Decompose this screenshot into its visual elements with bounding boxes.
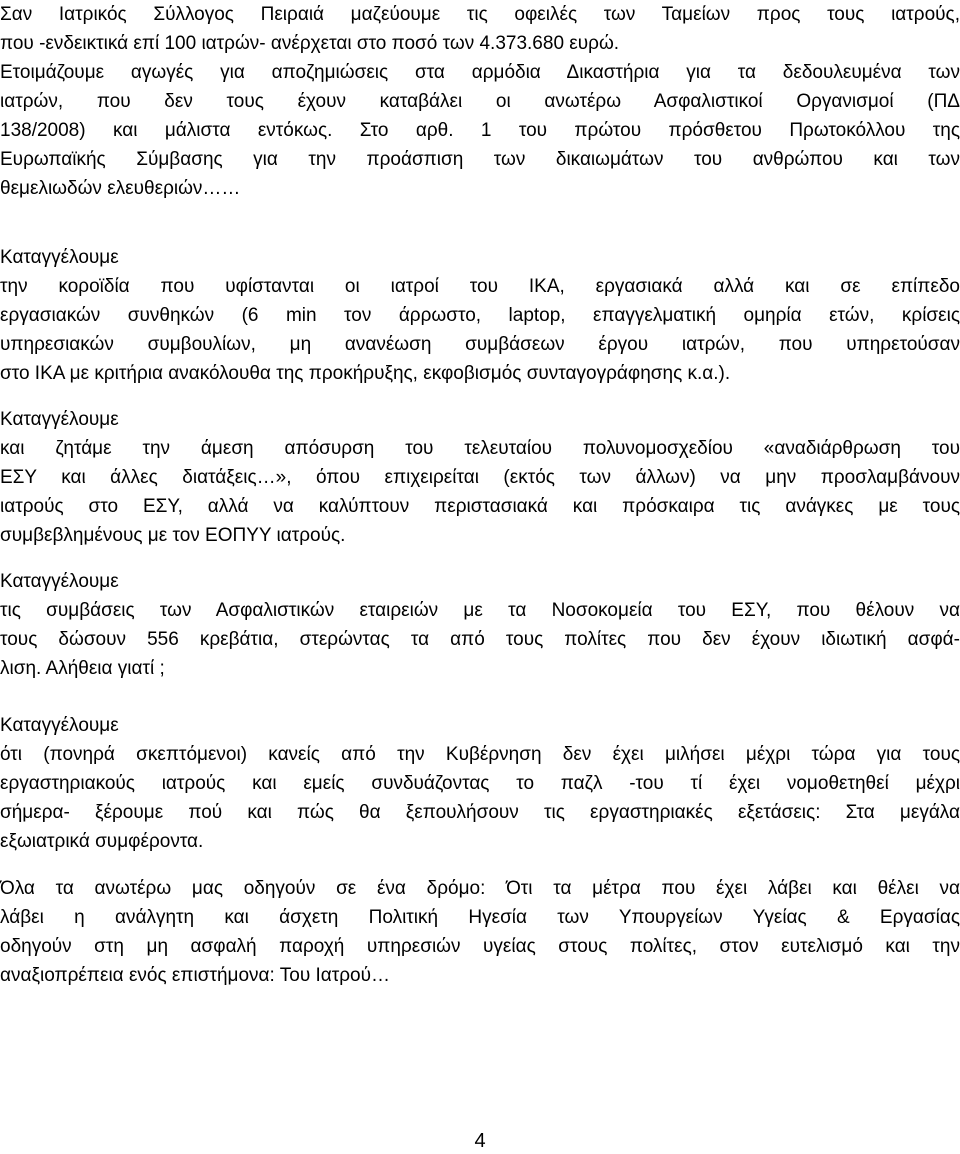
text-line: και ζητάμε την άμεση απόσυρση του τελευταίου πολυνομοσχεδίου «αναδιάρθρωση του bbox=[0, 438, 960, 459]
text-line: ότι (πονηρά σκεπτόμενοι) κανείς από την Κυβέρνηση δεν έχει μιλήσει μέχρι τώρα για τους bbox=[0, 744, 960, 765]
text-line: τις συμβάσεις των Ασφαλιστικών εταιρειών με τα Νοσοκομεία του ΕΣΥ, που θέλουν να bbox=[0, 600, 960, 621]
text-line: σήμερα- ξέρουμε πού και πώς θα ξεπουλήσουν τις εργαστηριακές εξετάσεις: Στα μεγάλα bbox=[0, 802, 960, 823]
text-line: λάβει η ανάλγητη και άσχετη Πολιτική Ηγεσία των Υπουργείων Υγείας & Εργασίας bbox=[0, 907, 960, 928]
text-line: που -ενδεικτικά επί 100 ιατρών- ανέρχεται στο ποσό των 4.373.680 ευρώ. bbox=[0, 33, 620, 54]
text-line: την κοροϊδία που υφίστανται οι ιατροί του ΙΚΑ, εργασιακά αλλά και σε επίπεδο bbox=[0, 276, 960, 297]
text-line: Ετοιμάζουμε αγωγές για αποζημιώσεις στα αρμόδια Δικαστήρια για τα δεδουλευμένα των bbox=[0, 62, 960, 83]
section-heading: Καταγγέλουμε bbox=[0, 571, 119, 592]
text-line: 138/2008) και μάλιστα εντόκως. Στο αρθ. 1 του πρώτου πρόσθετου Πρωτοκόλλου της bbox=[0, 120, 960, 141]
text-line: ιατρούς στο ΕΣΥ, αλλά να καλύπτουν περιστασιακά και πρόσκαιρα τις ανάγκες με τους bbox=[0, 496, 960, 517]
section-heading: Καταγγέλουμε bbox=[0, 409, 119, 430]
section-heading: Καταγγέλουμε bbox=[0, 715, 119, 736]
text-line: στο ΙΚΑ με κριτήρια ανακόλουθα της προκήρυξης, εκφοβισμός συνταγογράφησης κ.α.). bbox=[0, 363, 731, 384]
text-line: θεμελιωδών ελευθεριών…… bbox=[0, 178, 241, 199]
text-line: εξωιατρικά συμφέροντα. bbox=[0, 831, 204, 852]
text-line: εργασιακών συνθηκών (6 min τον άρρωστο, laptop, επαγγελματική ομηρία ετών, κρίσεις bbox=[0, 305, 960, 326]
text-line: υπηρεσιακών συμβουλίων, μη ανανέωση συμβάσεων έργου ιατρών, που υπηρετούσαν bbox=[0, 334, 960, 355]
text-line: ΕΣΥ και άλλες διατάξεις…», όπου επιχειρείται (εκτός των άλλων) να μην προσλαμβάνουν bbox=[0, 467, 960, 488]
text-line: Ευρωπαϊκής Σύμβασης για την προάσπιση των δικαιωμάτων του ανθρώπου και των bbox=[0, 149, 960, 170]
text-line: εργαστηριακούς ιατρούς και εμείς συνδυάζοντας το παζλ -του τί έχει νομοθετηθεί μέχρι bbox=[0, 773, 960, 794]
section-heading: Καταγγέλουμε bbox=[0, 247, 119, 268]
text-line: λιση. Αλήθεια γιατί ; bbox=[0, 658, 165, 679]
text-line: τους δώσουν 556 κρεβάτια, στερώντας τα από τους πολίτες που δεν έχουν ιδιωτική ασφά- bbox=[0, 629, 960, 650]
text-line: συμβεβλημένους με τον ΕΟΠΥΥ ιατρούς. bbox=[0, 525, 346, 546]
text-line: αναξιοπρέπεια ενός επιστήμονα: Του Ιατρού… bbox=[0, 965, 391, 986]
text-line: οδηγούν στη μη ασφαλή παροχή υπηρεσιών υγείας στους πολίτες, στον ευτελισμό και την bbox=[0, 936, 960, 957]
text-line: ιατρών, που δεν τους έχουν καταβάλει οι ανωτέρω Ασφαλιστικοί Οργανισμοί (ΠΔ bbox=[0, 91, 960, 112]
text-line: Σαν Ιατρικός Σύλλογος Πειραιά μαζεύουμε τις οφειλές των Ταμείων προς τους ιατρούς, bbox=[0, 4, 960, 25]
page-number: 4 bbox=[474, 1130, 486, 1152]
text-line: Όλα τα ανωτέρω μας οδηγούν σε ένα δρόμο: Ότι τα μέτρα που έχει λάβει και θέλει να bbox=[0, 878, 960, 899]
